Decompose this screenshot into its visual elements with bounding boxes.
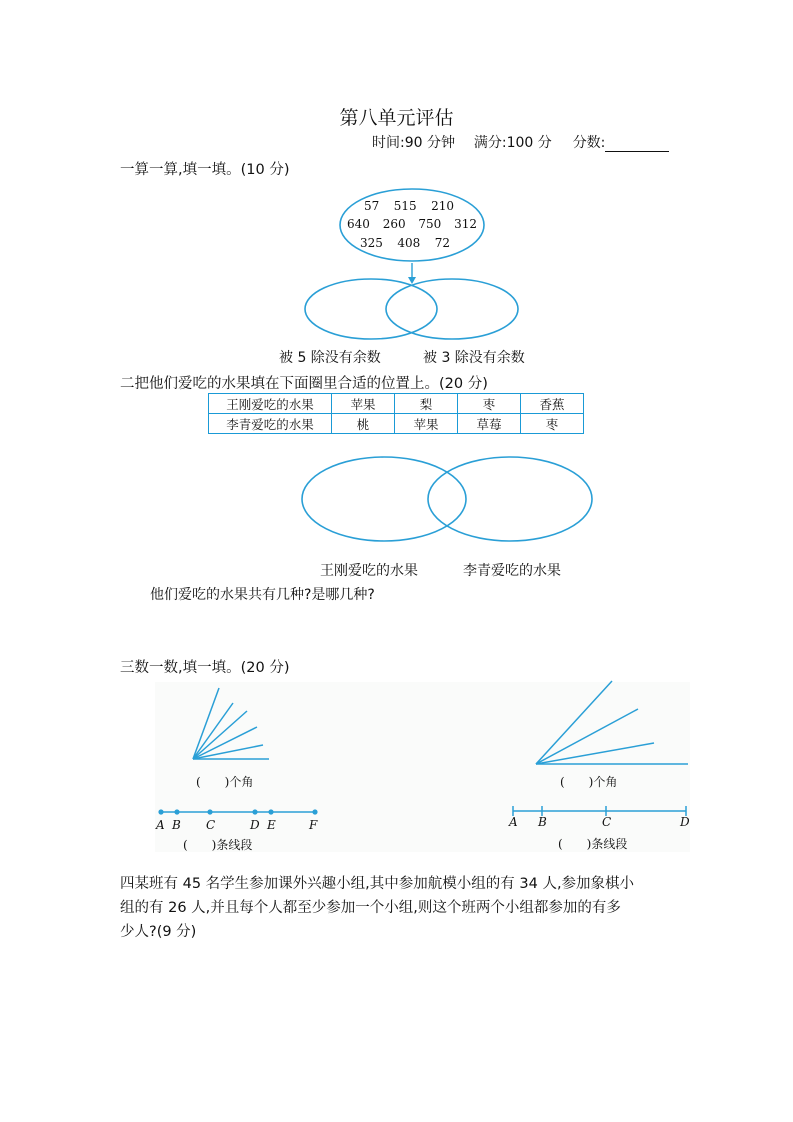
venn2-label-left: 王刚爱吃的水果 (320, 563, 418, 579)
fruit-cell: 草莓 (458, 414, 521, 434)
row-name: 李青爱吃的水果 (209, 414, 332, 434)
page-title: 第八单元评估 (339, 107, 454, 129)
q2-question: 他们爱吃的水果共有几种?是哪几种? (150, 587, 375, 603)
point-label: A (156, 818, 165, 832)
angle-caption-right: ( )个角 (560, 775, 618, 789)
point-label: F (309, 818, 318, 832)
table-row (209, 414, 584, 434)
point-label: C (206, 818, 216, 832)
point-label: B (538, 815, 547, 829)
point-a (158, 809, 163, 814)
venn-right-ellipse (428, 457, 592, 541)
q4-line1: 四某班有 45 名学生参加课外兴趣小组,其中参加航模小组的有 34 人,参加象棋小 (120, 876, 635, 892)
angles-figure-left (185, 685, 275, 765)
venn-left-ellipse (302, 457, 466, 541)
point-b (174, 809, 179, 814)
point-label: C (602, 815, 612, 829)
fruit-cell: 桃 (332, 414, 395, 434)
venn-right-ellipse (386, 279, 518, 339)
fruit-cell: 枣 (521, 414, 584, 434)
angle-caption-left: ( )个角 (196, 775, 254, 789)
point-label: A (509, 815, 518, 829)
number: 750 (418, 217, 442, 231)
fruit-cell: 苹果 (332, 394, 395, 414)
venn2-label-right: 李青爱吃的水果 (463, 563, 561, 579)
number: 72 (434, 236, 450, 250)
exam-meta (372, 132, 669, 152)
segment-caption-right: ( )条线段 (558, 837, 628, 851)
venn1-label-right: 被 3 除没有余数 (423, 350, 525, 366)
arrow-head-icon (408, 277, 416, 284)
fruit-cell: 苹果 (395, 414, 458, 434)
numbers-row1 (364, 199, 454, 213)
fruit-table (208, 393, 584, 434)
point-e (268, 809, 273, 814)
numbers-row3 (360, 236, 450, 250)
number: 325 (360, 236, 383, 250)
fruit-cell: 枣 (458, 394, 521, 414)
point-label: D (680, 815, 690, 829)
score-blank[interactable] (605, 137, 669, 152)
q3-heading: 三数一数,填一填。(20 分) (120, 660, 290, 676)
table-row (209, 394, 584, 414)
q4-line2: 组的有 26 人,并且每个人都至少参加一个小组,则这个班两个小组都参加的有多 (120, 900, 621, 916)
number: 515 (393, 199, 417, 213)
number: 312 (454, 217, 477, 231)
number: 640 (347, 217, 370, 231)
point-d (252, 809, 257, 814)
angles-figure-right (530, 678, 690, 770)
venn1-label-left: 被 5 除没有余数 (279, 350, 381, 366)
number: 260 (382, 217, 406, 231)
numbers-row2 (347, 217, 477, 231)
fruit-cell: 梨 (395, 394, 458, 414)
segment-caption-left: ( )条线段 (183, 838, 253, 852)
number: 210 (431, 199, 454, 213)
number: 57 (364, 199, 380, 213)
row-name: 王刚爱吃的水果 (209, 394, 332, 414)
point-c (207, 809, 212, 814)
q1-heading: 一算一算,填一填。(10 分) (120, 162, 290, 178)
point-label: B (172, 818, 181, 832)
number: 408 (397, 236, 421, 250)
q2-venn (300, 450, 600, 550)
full-score: 满分:100 分 (473, 135, 552, 151)
venn-left-ellipse (305, 279, 437, 339)
point-label: D (250, 818, 260, 832)
segment-figure-right (508, 802, 693, 822)
point-f (312, 809, 317, 814)
time-limit: 时间:90 分钟 (372, 135, 455, 151)
fruit-cell: 香蕉 (521, 394, 584, 414)
q4-line3: 少人?(9 分) (120, 924, 197, 940)
q2-heading: 二把他们爱吃的水果填在下面圈里合适的位置上。(20 分) (120, 376, 488, 392)
score-label: 分数: (572, 135, 606, 151)
point-label: E (267, 818, 276, 832)
